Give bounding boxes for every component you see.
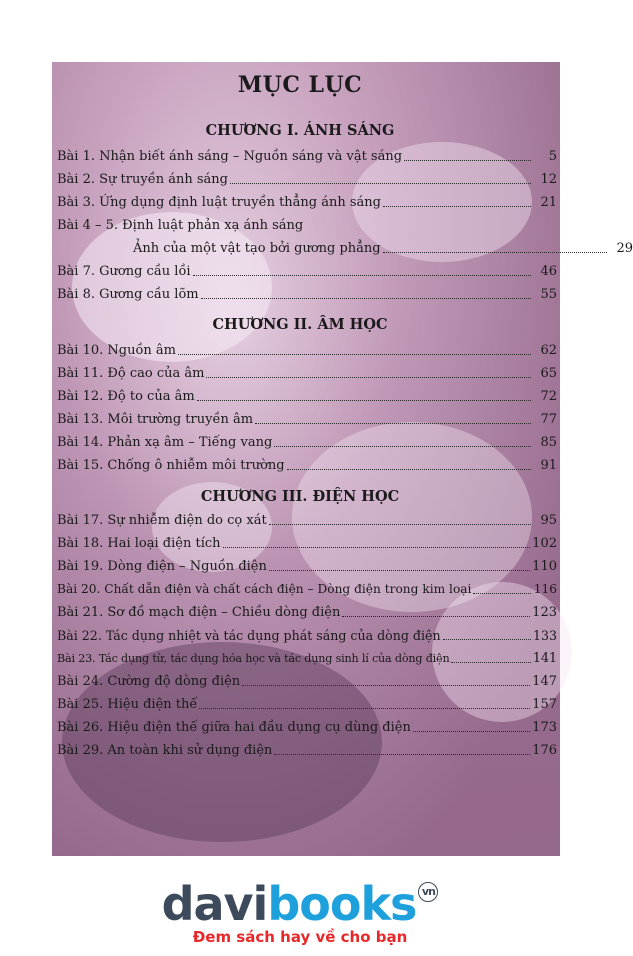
leader-dots	[269, 523, 531, 525]
toc-entry-label: Bài 18. Hai loại điện tích	[57, 536, 221, 551]
toc-entry[interactable]	[57, 647, 557, 670]
toc-entry-label: Bài 2. Sự truyền ánh sáng	[57, 172, 228, 187]
toc-entry-label: Bài 1. Nhận biết ánh sáng – Nguồn sáng và vật sáng	[57, 149, 403, 164]
toc-entry-label: Bài 4 – 5. Định luật phản xạ ánh sáng	[57, 218, 304, 233]
toc-entry[interactable]	[57, 739, 557, 762]
toc-page-number: 77	[540, 412, 557, 427]
toc-entry[interactable]	[57, 670, 557, 693]
toc-entry[interactable]	[57, 454, 557, 477]
leader-dots	[274, 445, 531, 447]
toc-page-number: 141	[532, 651, 557, 666]
toc-entry[interactable]	[57, 145, 557, 168]
toc-entry-label: Bài 15. Chống ô nhiễm môi trường	[57, 458, 285, 473]
chapter-heading: CHƯƠNG III. ĐIỆN HỌC	[200, 488, 400, 505]
toc-page-number: 72	[540, 389, 557, 404]
toc-page-number: 29	[616, 241, 633, 256]
toc-entry-label: Bài 8. Gương cầu lõm	[57, 287, 199, 302]
toc-page-number: 5	[548, 149, 557, 164]
toc-page-number: 110	[532, 559, 557, 574]
davibooks-logo	[0, 877, 600, 946]
leader-dots	[201, 297, 531, 299]
toc-entry[interactable]	[57, 509, 557, 532]
toc-entry-label: Bài 22. Tác dụng nhiệt và tác dụng phát sáng của dòng điện	[57, 628, 441, 643]
leader-dots	[274, 753, 530, 755]
toc-entry-label: Bài 26. Hiệu điện thế giữa hai đầu dụng cụ dùng điện	[57, 720, 411, 735]
leader-dots	[473, 592, 531, 594]
toc-entry[interactable]	[57, 693, 557, 716]
toc-entry-label: Bài 25. Hiệu điện thế	[57, 697, 198, 712]
toc-entry[interactable]	[57, 624, 557, 647]
toc-entry[interactable]	[57, 601, 557, 624]
leader-dots	[383, 205, 531, 207]
leader-dots	[206, 376, 531, 378]
toc-page-number: 95	[540, 513, 557, 528]
toc-entry[interactable]	[57, 339, 557, 362]
toc-page-number: 62	[540, 343, 557, 358]
toc-page-number: 133	[532, 628, 557, 643]
leader-dots	[197, 399, 531, 401]
toc-entry[interactable]	[57, 237, 633, 260]
leader-dots	[178, 353, 531, 355]
toc-entry[interactable]	[57, 168, 557, 191]
logo-wordmark	[0, 877, 600, 931]
chapter-heading: CHƯƠNG II. ÂM HỌC	[212, 316, 388, 333]
logo-vn-badge: vn	[418, 882, 438, 902]
toc-entry[interactable]	[57, 362, 557, 385]
toc-entry-label: Bài 24. Cường độ dòng điện	[57, 674, 241, 689]
toc-entry[interactable]	[57, 532, 557, 555]
toc-entry-label: Bài 14. Phản xạ âm – Tiếng vang	[57, 435, 273, 450]
toc-page-number: 65	[540, 366, 557, 381]
leader-dots	[223, 546, 531, 548]
leader-dots	[193, 274, 531, 276]
logo-slogan: Đem sách hay về cho bạn	[192, 928, 408, 946]
toc-entry-label: Bài 17. Sự nhiễm điện do cọ xát	[57, 513, 267, 528]
toc-entry-label: Bài 3. Ứng dụng định luật truyền thẳng ánh sáng	[57, 195, 382, 210]
page-title: MỤC LỤC	[237, 72, 363, 98]
toc-list-chapter-2	[57, 339, 557, 477]
toc-page-number: 123	[532, 605, 557, 620]
leader-dots	[199, 707, 530, 709]
leader-dots	[269, 569, 530, 571]
toc-entry[interactable]	[57, 578, 557, 601]
toc-entry-label: Bài 19. Dòng điện – Nguồn điện	[57, 559, 267, 574]
logo-books: books	[267, 877, 417, 931]
toc-page-number: 85	[540, 435, 557, 450]
toc-page-number: 173	[532, 720, 557, 735]
toc-page-number: 116	[533, 582, 557, 596]
toc-entry-label: Bài 12. Độ to của âm	[57, 389, 195, 404]
toc-entry-label: Bài 11. Độ cao của âm	[57, 366, 205, 381]
leader-dots	[413, 730, 530, 732]
toc-page-number: 157	[532, 697, 557, 712]
toc-entry[interactable]	[57, 260, 557, 283]
toc-entry-label: Bài 29. An toàn khi sử dụng điện	[57, 743, 273, 758]
toc-page-number: 12	[540, 172, 557, 187]
leader-dots	[404, 159, 531, 161]
leader-dots	[342, 615, 530, 617]
leader-dots	[451, 661, 530, 663]
toc-entry-label: Bài 13. Môi trường truyền âm	[57, 412, 254, 427]
toc-entry-label: Bài 10. Nguồn âm	[57, 343, 177, 358]
toc-entry[interactable]	[57, 716, 557, 739]
toc-entry-label: Bài 7. Gương cầu lồi	[57, 264, 191, 279]
toc-entry[interactable]	[57, 408, 557, 431]
leader-dots	[230, 182, 531, 184]
toc-entry[interactable]	[57, 555, 557, 578]
toc-entry[interactable]	[57, 191, 557, 214]
toc-page-number: 21	[540, 195, 557, 210]
toc-entry-label: Bài 21. Sơ đồ mạch điện – Chiều dòng điện	[57, 605, 341, 620]
toc-list-chapter-3	[57, 509, 557, 762]
toc-list-chapter-1	[57, 145, 633, 306]
toc-page-number: 102	[532, 536, 557, 551]
leader-dots	[255, 422, 531, 424]
toc-entry-label: Bài 23. Tác dụng từ, tác dụng hóa học và tác dụng sinh lí của dòng điện	[57, 652, 450, 665]
toc-page-number: 91	[540, 458, 557, 473]
toc-entry[interactable]	[57, 214, 557, 237]
leader-dots	[287, 468, 531, 470]
toc-entry[interactable]	[57, 385, 557, 408]
logo-davi: davi	[161, 877, 268, 931]
toc-entry[interactable]	[57, 283, 557, 306]
chapter-heading: CHƯƠNG I. ÁNH SÁNG	[205, 122, 395, 139]
toc-page-number: 46	[540, 264, 557, 279]
toc-entry[interactable]	[57, 431, 557, 454]
toc-entry-label: Ảnh của một vật tạo bởi gương phẳng	[133, 241, 381, 256]
leader-dots	[383, 251, 607, 253]
toc-entry-label: Bài 20. Chất dẫn điện và chất cách điện – Dòng điện trong kim loại	[57, 582, 472, 596]
leader-dots	[443, 638, 531, 640]
toc-page-number: 176	[532, 743, 557, 758]
toc-page-number: 55	[540, 287, 557, 302]
leader-dots	[242, 684, 530, 686]
toc-page-number: 147	[532, 674, 557, 689]
